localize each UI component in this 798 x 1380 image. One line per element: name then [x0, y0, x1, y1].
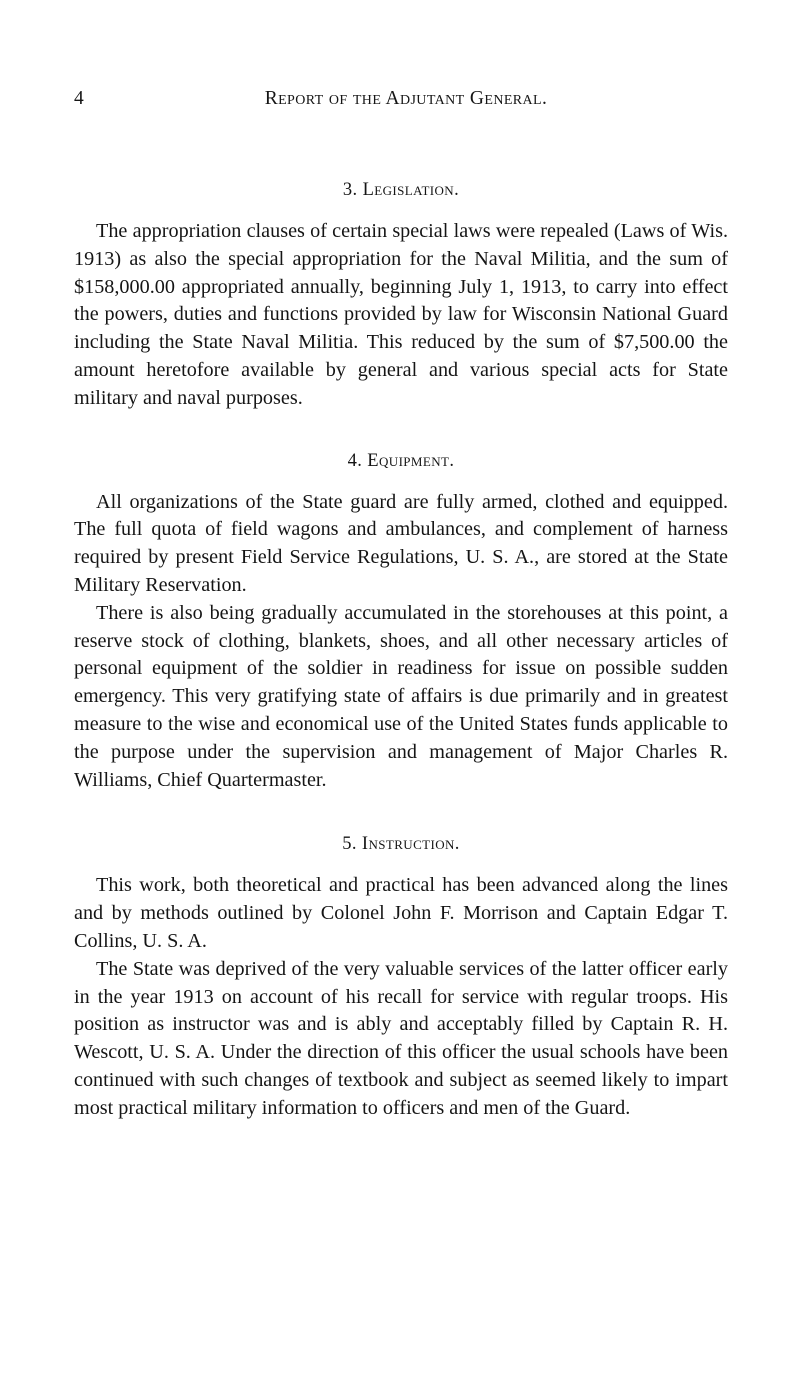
section-heading-instruction: 5. Instruction. [342, 834, 460, 855]
section-heading-equipment: 4. Equipment. [347, 450, 455, 471]
page-number: 4 [74, 88, 85, 109]
paragraph-equipment-2: There is also being gradually accumulated in the storehouses at this point, a reserve stock of clothing, blankets, shoes, and all other necessary articles of personal equipment of the soldier in readiness for issue on possible sudden emergency. This very gratifying state of affairs is due primarily and in greatest measure to the wise and economical use of the United States funds applicable to the purpose under the supervision and management of Major Charles R. Williams, Chief Quartermaster. [74, 601, 728, 791]
section-heading-legislation: 3. Legislation. [342, 180, 460, 200]
document-page [74, 88, 728, 1123]
paragraph-instruction-2: The State was deprived of the very valuable services of the latter officer early in the year 1913 on account of his recall for service with regular troops. His position as instructor was and is ably and acceptably filled by Captain R. H. Wescott, U. S. A. Under the direction of this officer the usual schools have been continued with such changes of textbook and subject as seemed likely to impart most practical military information to officers and men of the Guard. [74, 957, 728, 1119]
paragraph-instruction-1: This work, both theoretical and practical has been advanced along the lines and by methods outlined by Colonel John F. Morrison and Captain Edgar T. Collins, U. S. A. [74, 874, 728, 952]
paragraph-equipment-1: All organizations of the State guard are fully armed, clothed and equipped. The full quota of field wagons and ambulances, and complement of harness required by present Field Service Regulations, U. S. A., are stored at the State Military Reservation. [74, 490, 728, 596]
paragraph-legislation-1: The appropriation clauses of certain special laws were repealed (Laws of Wis. 1913) as also the special appropriation for the Naval Militia, and the sum of $158,000.00 appropriated annually, beginning July 1, 1913, to carry into effect the powers, duties and functions provided by law for Wisconsin National Guard including the State Naval Militia. This reduced by the sum of $7,500.00 the amount heretofore available by general and various special acts for State military and naval purposes. [74, 220, 728, 409]
running-header [74, 88, 728, 118]
running-title: Report of the Adjutant General. [264, 88, 548, 109]
